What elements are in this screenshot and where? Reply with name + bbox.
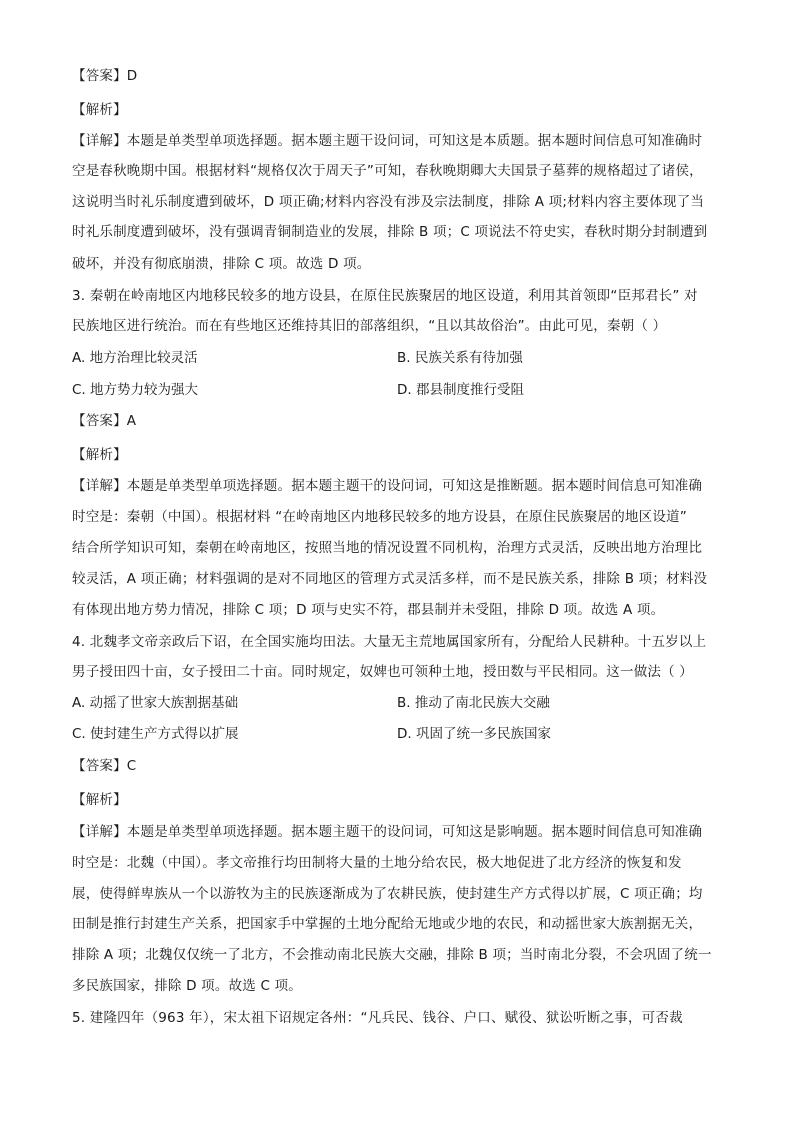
text-line: 排除 A 项；北魏仅仅统一了北方，不会推动南北民族大交融，排除 B 项；当时南北分裂，不会巩固了统一 <box>72 947 712 963</box>
text-line: 时空是：北魏（中国）。孝文帝推行均田制将大量的土地分给农民，极大地促进了北方经济的恢复和发 <box>72 855 682 871</box>
option-left: A. 地方治理比较灵活 <box>72 350 198 366</box>
text-line: 时礼乐制度遭到破坏，没有强调青铜制造业的发展，排除 B 项；C 项说法不符史实，春秋时期分封制遭到 <box>72 224 708 240</box>
text-line: 较灵活，A 项正确；材料强调的是对不同地区的管理方式灵活多样，而不是民族关系，排除 B 项；材料没 <box>72 571 708 587</box>
text-line: 【详解】本题是单类型单项选择题。据本题主题干设问词，可知这是本质题。据本题时间信息可知准确时 <box>72 133 703 149</box>
text-line: 【解析】 <box>72 102 127 118</box>
option-left: C. 地方势力较为强大 <box>72 382 199 398</box>
text-line: 破坏，并没有彻底崩溃，排除 C 项。故选 D 项。 <box>72 256 371 272</box>
text-line: 展，使得鲜卑族从一个以游牧为主的民族逐渐成为了农耕民族，使封建生产方式得以扩展，C 项正确；均 <box>72 886 703 902</box>
text-line: 5. 建隆四年（963 年），宋太祖下诏规定各州：“凡兵民、钱谷、户口、赋役、狱讼听断之事，可否裁 <box>72 1010 683 1026</box>
text-line: 有体现出地方势力情况，排除 C 项；D 项与史实不符，郡县制并未受阻，排除 D 项。故选 A 项。 <box>72 602 665 618</box>
text-line: 时空是：秦朝（中国）。根据材料 “在岭南地区内地移民较多的地方设县，在原住民族聚居的地区设道” <box>72 509 687 525</box>
text-line: 田制是推行封建生产关系，把国家手中掌握的土地分配给无地或少地的农民，和动摇世家大族割据无关， <box>72 916 703 932</box>
text-line: 【答案】D <box>72 68 138 84</box>
text-line: 3. 秦朝在岭南地区内地移民较多的地方设县，在原住民族聚居的地区设道，利用其首领即“臣邦君长” 对 <box>72 288 698 304</box>
option-right: B. 民族关系有待加强 <box>397 350 523 366</box>
text-line: 【详解】本题是单类型单项选择题。据本题主题干的设问词，可知这是推断题。据本题时间信息可知准确 <box>72 478 703 494</box>
text-line: 民族地区进行统治。而在有些地区还维持其旧的部落组织，“且以其故俗治”。由此可见，秦朝（ ） <box>72 318 667 334</box>
option-right: D. 郡县制度推行受阻 <box>397 382 524 398</box>
text-line: 多民族国家，排除 D 项。故选 C 项。 <box>72 978 302 994</box>
text-line: 【答案】C <box>72 758 137 774</box>
text-line: 空是春秋晚期中国。根据材料“规格仅次于周天子”可知，春秋晚期卿大夫国景子墓葬的规格超过了诸侯， <box>72 163 703 179</box>
text-line: 男子授田四十亩，女子授田二十亩。同时规定，奴婢也可领种土地，授田数与平民相同。这一做法（ ） <box>72 664 693 680</box>
text-line: 这说明当时礼乐制度遭到破坏，D 项正确;材料内容没有涉及宗法制度，排除 A 项;材料内容主要体现了当 <box>72 194 705 210</box>
option-left: C. 使封建生产方式得以扩展 <box>72 726 239 742</box>
text-line: 结合所学知识可知，秦朝在岭南地区，按照当地的情况设置不同机构，治理方式灵活，反映出地方治理比 <box>72 540 703 556</box>
text-line: 【解析】 <box>72 792 127 808</box>
text-line: 4. 北魏孝文帝亲政后下诏，在全国实施均田法。大量无主荒地属国家所有，分配给人民耕种。十五岁以上 <box>72 634 707 650</box>
option-right: B. 推动了南北民族大交融 <box>397 695 550 711</box>
text-line: 【详解】本题是单类型单项选择题。据本题主题干的设问词，可知这是影响题。据本题时间信息可知准确 <box>72 824 703 840</box>
text-line: 【答案】A <box>72 413 137 429</box>
option-right: D. 巩固了统一多民族国家 <box>397 726 551 742</box>
text-line: 【解析】 <box>72 447 127 463</box>
option-left: A. 动摇了世家大族割据基础 <box>72 695 239 711</box>
